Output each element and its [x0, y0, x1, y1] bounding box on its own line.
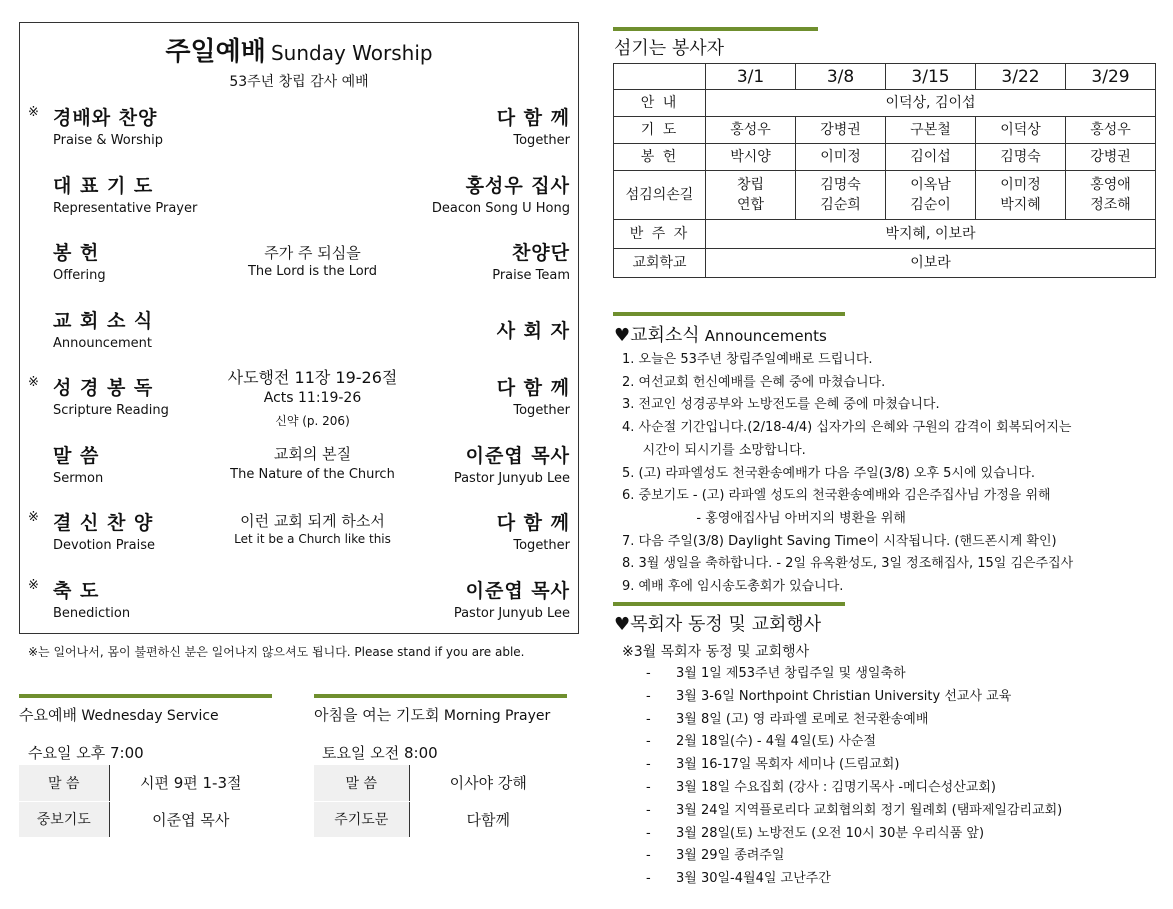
stand-mark: ※: [28, 510, 39, 525]
worship-item: [20, 171, 578, 231]
worship-order-box: [19, 22, 579, 634]
worship-item: [20, 368, 578, 433]
worship-item: [20, 103, 578, 163]
worship-item-leader-ko: 다 함 께: [496, 377, 570, 399]
cell: [886, 171, 976, 220]
pastor-news-list: [646, 663, 1062, 891]
row-value: 다함께: [409, 801, 567, 837]
row-label: 말 씀: [314, 765, 409, 801]
worship-item-leader-en: Praise Team: [492, 268, 570, 283]
table-row: [614, 90, 1156, 117]
pastor-news-title: ♥목회자 동정 및 교회행사: [614, 614, 822, 635]
dash-marker: -: [646, 802, 651, 818]
date-header: 3/8: [796, 64, 886, 90]
table-row: [614, 64, 1156, 90]
table-row: [614, 171, 1156, 220]
list-item-text: 3월 16-17일 목회자 세미나 (드림교회): [676, 757, 900, 773]
pastor-news-intro: ※3월 목회자 동정 및 교회행사: [622, 644, 810, 660]
row-label: 주기도문: [314, 801, 409, 837]
list-item: [646, 686, 1062, 709]
worship-item-leader-en: Pastor Junyub Lee: [453, 471, 570, 486]
dash-marker: -: [646, 666, 651, 681]
row-value: 이준엽 목사: [109, 801, 272, 837]
announcements-title-en: Announcements: [704, 327, 827, 345]
worship-item-en: Representative Prayer: [53, 201, 198, 216]
dash-marker: -: [646, 734, 651, 750]
list-item: 3. 전교인 성경공부와 노방전도를 은혜 중에 마쳤습니다.: [622, 397, 940, 413]
list-item: - 홍영애집사님 아버지의 병환을 위해: [622, 510, 906, 526]
list-item-text: 3월 29일 종려주일: [676, 848, 785, 864]
cell: [976, 171, 1066, 220]
table-row: [614, 220, 1156, 249]
list-item-text: 3월 24일 지역플로리다 교회협의회 정기 월례회 (탬파제일감리교회): [676, 802, 1063, 818]
worship-item-leader-ko: 다 함 께: [496, 512, 570, 534]
worship-item-leader-ko: 이준엽 목사: [465, 445, 570, 467]
worship-item-leader-ko: 홍성우 집사: [465, 175, 570, 197]
cell: 김이섭: [886, 144, 976, 171]
worship-item-detail: 주가 주 되심을: [264, 244, 361, 262]
cell: 김명숙: [976, 144, 1066, 171]
row-label: 기 도: [614, 117, 706, 144]
list-item-text: 3월 30일-4월4일 고난주간: [676, 871, 831, 887]
volunteers-table: [613, 63, 1156, 278]
announcements-title-ko: ♥교회소식: [614, 325, 700, 346]
cell: [1066, 171, 1156, 220]
wednesday-title-ko: 수요예배: [19, 706, 77, 724]
cell: 박시양: [706, 144, 796, 171]
worship-item-leader-en: Together: [513, 133, 570, 148]
list-item: 7. 다음 주일(3/8) Daylight Saving Time이 시작됩니다. (핸드폰시계 확인): [622, 533, 1057, 549]
cell-line: 박지혜: [1000, 197, 1041, 213]
row-label: 교회학교: [614, 249, 706, 278]
table-row: [614, 117, 1156, 144]
worship-item-detail-en: The Nature of the Church: [230, 467, 395, 482]
worship-item-detail-en: The Lord is the Lord: [247, 264, 378, 279]
worship-item-en: Offering: [53, 268, 106, 283]
worship-item-leader-en: Together: [513, 538, 570, 553]
worship-title-en: Sunday Worship: [270, 41, 433, 65]
worship-item-ko: 축 도: [53, 580, 100, 602]
wednesday-title-en: Wednesday Service: [81, 708, 219, 724]
row-value: 박지혜, 이보라: [706, 220, 1156, 249]
worship-item-ko: 교 회 소 식: [53, 310, 154, 332]
list-item: [646, 777, 1062, 800]
dash-marker: -: [646, 825, 651, 841]
list-item: [646, 845, 1062, 868]
announcements-list: [622, 349, 1142, 599]
worship-item: [20, 576, 578, 636]
worship-item-en: Benediction: [53, 606, 131, 621]
cell-line: 김순이: [910, 197, 951, 213]
worship-item-leader-ko: 찬양단: [511, 242, 570, 264]
list-item: [646, 754, 1062, 777]
worship-subtitle: 53주년 창립 감사 예배: [229, 74, 369, 90]
worship-item-en: Praise & Worship: [53, 133, 163, 148]
announcements-title: [614, 321, 827, 347]
list-item: [646, 823, 1062, 846]
list-item-text: 3월 3-6일 Northpoint Christian University 선교사 교육: [676, 688, 1012, 704]
worship-item-detail: 이런 교회 되게 하소서: [240, 512, 385, 530]
worship-item: [20, 508, 578, 568]
morning-time: 토요일 오전 8:00: [322, 744, 438, 762]
list-item-text: 3월 28일(토) 노방전도 (오전 10시 30분 우리식품 앞): [676, 825, 985, 841]
cell: 홍성우: [1066, 117, 1156, 144]
section-divider: [19, 694, 272, 698]
date-header: 3/1: [706, 64, 796, 90]
row-label: 봉 헌: [614, 144, 706, 171]
row-value: 시편 9편 1-3절: [109, 765, 272, 801]
cell-line: 홍영애: [1090, 177, 1131, 193]
row-label: 섬김의손길: [614, 171, 706, 220]
section-divider: [613, 602, 845, 606]
worship-item-detail: 사도행전 11장 19-26절: [227, 368, 398, 387]
wednesday-title: [19, 704, 219, 725]
worship-item-en: Sermon: [53, 471, 104, 486]
morning-title-ko: 아침을 여는 기도회: [314, 706, 440, 724]
table-row: [19, 765, 272, 801]
worship-item-ko: 성 경 봉 독: [53, 377, 154, 399]
cell: 홍성우: [706, 117, 796, 144]
worship-item-detail: 교회의 본질: [273, 445, 352, 463]
table-row: [19, 801, 272, 837]
dash-marker: -: [646, 848, 651, 864]
morning-table: [314, 765, 567, 838]
worship-item: [20, 306, 578, 366]
list-item: 8. 3월 생일을 축하합니다. - 2일 유옥환성도, 3일 정조해집사, 15일 김은주집사: [622, 556, 1074, 572]
table-row: [314, 801, 567, 837]
worship-item-leader-en: Deacon Song U Hong: [431, 201, 570, 216]
cell: 구본철: [886, 117, 976, 144]
table-row: [614, 144, 1156, 171]
list-item: [646, 663, 1062, 686]
worship-item-en: Scripture Reading: [53, 403, 169, 418]
cell-line: 이미정: [1000, 177, 1041, 193]
worship-title: [20, 31, 578, 68]
dash-marker: -: [646, 711, 651, 727]
worship-item-leader-en: Together: [513, 403, 570, 418]
list-item: 5. (고) 라파엘성도 천국환송예배가 다음 주일(3/8) 오후 5시에 있습니다.: [622, 465, 1036, 481]
list-item-text: 3월 8일 (고) 영 라파엘 로메로 천국환송예배: [676, 711, 929, 727]
list-item: [646, 709, 1062, 732]
date-header: 3/15: [886, 64, 976, 90]
worship-item-en: Announcement: [53, 336, 152, 351]
row-value: 이보라: [706, 249, 1156, 278]
section-divider: [613, 27, 818, 31]
worship-item-detail-en: Acts 11:19-26: [263, 390, 362, 406]
stand-mark: ※: [28, 105, 39, 120]
worship-item-leader-ko: 사 회 자: [496, 320, 570, 342]
row-label: 반 주 자: [614, 220, 706, 249]
morning-title-en: Morning Prayer: [443, 708, 551, 724]
wednesday-table: [19, 765, 272, 838]
row-value: 이덕상, 김이섭: [706, 90, 1156, 117]
list-item: [646, 731, 1062, 754]
worship-item-ko: 대 표 기 도: [53, 175, 154, 197]
worship-item-leader-ko: 다 함 께: [496, 107, 570, 129]
stand-note: ※는 일어나서, 몸이 불편하신 분은 일어나지 않으셔도 됩니다. Please stand if you are able.: [28, 645, 525, 659]
cell-line: 김순희: [820, 197, 861, 213]
worship-item-ko: 말 씀: [53, 445, 100, 467]
row-value: 이사야 강해: [409, 765, 567, 801]
date-header: 3/22: [976, 64, 1066, 90]
worship-item-detail-en: Let it be a Church like this: [234, 532, 391, 546]
list-item: [646, 868, 1062, 891]
cell: [796, 171, 886, 220]
wednesday-time: 수요일 오후 7:00: [28, 744, 144, 762]
dash-marker: -: [646, 871, 651, 887]
list-item: 4. 사순절 기간입니다.(2/18-4/4) 십자가의 은혜와 구원의 감격이 회복되어지는: [622, 420, 1072, 436]
worship-item-detail-sub: 신약 (p. 206): [275, 414, 350, 428]
cell: 이덕상: [976, 117, 1066, 144]
cell-line: 이옥남: [910, 177, 951, 193]
section-divider: [314, 694, 567, 698]
section-divider: [613, 312, 845, 316]
cell: [706, 171, 796, 220]
cell-line: 정조해: [1090, 197, 1131, 213]
cell-line: 창립: [736, 177, 765, 193]
list-item-text: 3월 18일 수요집회 (강사 : 김명기목사 -메디슨성산교회): [676, 779, 996, 795]
table-row: [314, 765, 567, 801]
list-item: [646, 800, 1062, 823]
worship-item-ko: 결 신 찬 양: [53, 512, 154, 534]
cell-line: 연합: [736, 197, 765, 213]
worship-item: [20, 238, 578, 298]
list-item: 6. 중보기도 - (고) 라파엘 성도의 천국환송예배와 김은주집사님 가정을 위해: [622, 488, 1051, 504]
cell: 강병권: [1066, 144, 1156, 171]
worship-item-ko: 경배와 찬양: [53, 107, 158, 129]
corner-cell: [614, 64, 706, 90]
cell: 이미정: [796, 144, 886, 171]
worship-item-ko: 봉 헌: [53, 242, 100, 264]
cell-line: 김명숙: [820, 177, 861, 193]
list-item-text: 3월 1일 제53주년 창립주일 및 생일축하: [676, 666, 906, 681]
cell: 강병권: [796, 117, 886, 144]
list-item: 1. 오늘은 53주년 창립주일예배로 드립니다.: [622, 352, 873, 367]
worship-item-leader-en: Pastor Junyub Lee: [453, 606, 570, 621]
worship-item-en: Devotion Praise: [53, 538, 155, 553]
worship-title-ko: 주일예배: [165, 37, 266, 67]
worship-item-leader-ko: 이준엽 목사: [465, 580, 570, 602]
list-item-text: 2월 18일(수) - 4월 4일(토) 사순절: [676, 734, 877, 750]
stand-mark: ※: [28, 578, 39, 593]
list-item: 2. 여선교회 헌신예배를 은혜 중에 마쳤습니다.: [622, 374, 886, 390]
row-label: 말 씀: [19, 765, 109, 801]
dash-marker: -: [646, 688, 651, 704]
row-label: 중보기도: [19, 801, 109, 837]
morning-title: [314, 704, 550, 725]
date-header: 3/29: [1066, 64, 1156, 90]
dash-marker: -: [646, 757, 651, 773]
list-item: 9. 예배 후에 임시송도총회가 있습니다.: [622, 579, 844, 595]
table-row: [614, 249, 1156, 278]
stand-mark: ※: [28, 375, 39, 390]
dash-marker: -: [646, 779, 651, 795]
worship-item: [20, 441, 578, 501]
volunteers-title: 섬기는 봉사자: [614, 38, 725, 59]
row-label: 안 내: [614, 90, 706, 117]
list-item: 시간이 되시기를 소망합니다.: [622, 442, 806, 458]
